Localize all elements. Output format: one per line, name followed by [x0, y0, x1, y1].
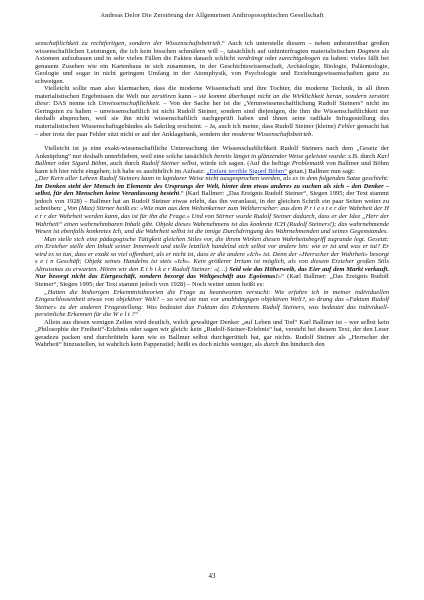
emphasis: Problematik — [291, 160, 325, 168]
text-run: .“ Auch ich unterstelle diesem – neben unbestreitbar großen wissenschaftlichen Leistungen, die ich kein bisschen schmälern will –, tatsächlich auf unhinterfragten materialistischen — [35, 40, 389, 55]
text-run: als Axiomen aufzubauen und in sehr vielen Fällen die Fakten danach schlicht — [35, 47, 389, 63]
emphasis: sie kommt überhaupt nicht an die Wirklichkeit heran, sondern zerstört diese — [35, 92, 389, 108]
text-run: von Ballmer und Böhm kann ich hier nicht eingehen; ich habe es ausführlich im Aufsatz: — [35, 160, 389, 175]
text-run: kann – — [175, 92, 200, 100]
paragraph-2 — [35, 85, 389, 138]
text-run: „Der Kern aller Lehren Rudolf Steiners kann in lapidarer Weise nicht ausgesprochen werden, als es in dem folgenden Satze geschieht: — [35, 175, 389, 183]
text-run: Man stelle sich eine pädagogische Tätigkeit gleichen Stiles vor, die ihrem Wirken diesen Wahrheitsbegriff zugrunde legt. Gesetzt: ein Erzieher stelle den Inhalt seiner Innenwelt und stelle letztlich handelnd sich selbst vor andere hin: wie er ist und was er tut? Er wird es so tun, dass er exakt so viel offenbart, als er nicht ist, dass er die andere «Ich» ist. Denn der «Herrscher der Wahrheit» besorgt s e i n Geschäft; Objekt seines Handelns ist stets «Ich». Kein größerer Irrtum ist möglich, als von diesem Erzieher großen Stils Altruismus zu erwarten. Hören wir den E t h i k e r Rudolf Steiner: «(…) — [35, 235, 389, 273]
emphasis: Karl Ballmer — [35, 152, 390, 168]
text-run: . — [311, 130, 313, 138]
text-run: »“ (Karl Ballmer: „Das Ereignis Rudolf Steiner“, Siegen 1995; der Text stammt jedoch von 1928) – Noch weiter unten heißt es: — [35, 273, 389, 288]
emphasis: senschaftlichkeit zu rechtfertigen, sondern der Wissenschaftsbetrieb — [35, 40, 221, 47]
emphasis: Sigurd Böhm — [71, 160, 107, 168]
text-run: Vielleicht sollte man also klarmachen, dass die moderne Wissenschaft und ihre Tochter, die moderne Technik, in all ihren materialistischen Ergebnissen die Welt nur — [35, 85, 389, 100]
text-run: Vielleicht ist ja eine exakt-wissenschaftliche Untersuchung der Wissenschaftlichkeit Rudolf Steiners nach dem „Gesetz der Anknüpfung“ nur deshalb unterblieben, weil eine solche tatsächlich — [35, 145, 389, 160]
quote-1 — [35, 175, 389, 235]
emphasis: „Hatten die bisherigen Erkenntnistheorien die Frage zu beantworten versucht: Wie erfahre ich in meiner individuellen Eingeschlossenheit etwas von objektiver Welt? – so wird sie nun vor unabhängigen objektiven Welt?, so drang das «Faktum Rudolf Steiner» zu der anderen Fragestellung: Was bedeutet das Faktum des Erkennens Rudolf Steiners, was bedeutet das individuell-persönliche Erkennen für die W e l t ?“ — [35, 288, 389, 319]
emphasis: Dogmen — [357, 47, 380, 55]
emphasis: bereits längst in glänzender Weise geleistet wurde — [214, 152, 345, 160]
strong-emphasis: Seid wie das Höherweib, das Eier auf dem Markt verkauft. Nur besorgt nicht das Eiergeschäft, sondern besorgt das Weltgeschäft aus Egoismus! — [35, 265, 389, 281]
text-run: .“ (Karl Ballmer: „Das Ereignis Rudolf Steiner“, Siegen 1995; der Text stammt jedoch von 1928) – Ballmer hat an Rudolf Steiner etwas erlebt, das ihn veranlasst, in der gleichen Schrift ein paar Seiten weiter zu schreiben: — [35, 190, 389, 213]
essay-link[interactable]: „Enfant terrible Sigurd Böhm“ — [206, 167, 287, 175]
emphasis: „Von (Max) Stirner heißt es: «Wie man aus dem Weltenkerner zum Weltherrscher: aus dem P r i e s t e r der Wahrheit der H e r r der Wahrheit werden kann, das ist für ihn die Frage.» Und von Stirner wurde Rudolf Steiner dadurch, dass er der Idee „Herr der Wahrheit“ einen wahrnehmbaren Inhalt gibt. Objekt dieses Wahrnehmens ist das konkrete ICH (Rudolf Steiners!); das wahrnehmende Wesen ist ebenfalls konkretes Ich, und die Wahrheit selbst ist die innige Durchdringung des Wahrnehmenden und seines Gegenstandes. — [35, 205, 389, 236]
emphasis: verdrängt — [237, 55, 263, 63]
body-text — [35, 40, 389, 349]
running-head: Andreas Delor Die Zerstörung der Allgemeinen Anthroposophischen Gesellschaft — [100, 12, 324, 19]
page-number: 43 — [208, 572, 216, 580]
emphasis: Unwissenschaftlichkeit — [98, 100, 159, 108]
emphasis: zerstören — [151, 92, 176, 100]
text-run: getan.) Ballmer nun sagt: — [286, 167, 355, 175]
text-run: . – Von der Sache her ist die „Verunwissenschaftlichung Rudolf Steiners“ nicht im Geringsten zu halten – unwissenschaftlich ist nicht Rudolf Steiner, sondern sind diejenigen, die ihm die Wissenschaftlichkeit nur deshalb absprechen, weil sie ihn nicht wissenschaftlich nachgeprüft haben und ihnen seine radikale Infragestellung des materialistischen Wissenschaftsgebäudes als Sakrileg erscheint. – Ja, auch ich meine, dass Rudolf Steiner (kleine) — [35, 100, 390, 131]
paragraph-1 — [35, 40, 389, 85]
emphasis: Fehler — [337, 123, 356, 131]
emphasis: zurechtgebogen — [279, 55, 321, 63]
paragraph-3 — [35, 145, 389, 175]
text-run: gemacht hat – aber trotz der paar Fehler sitzt nicht er auf der Anklagebank, sondern der — [35, 123, 390, 138]
text-run: zu haben: vieles fällt bei genauem Zusehen wie ein Kartenhaus in sich zusammen, in der Geschichtswissenschaft, Archäologie, Biologie, Paläontologie, Geologie und sogar in nicht geringem Umfang in der Atomphysik, von Psychologie und Erziehungswissenschaften ganz zu schweigen. — [35, 55, 389, 85]
text-run: , würde ich sagen. (Auf die heftige — [196, 160, 292, 168]
text-run: , auch durch — [106, 160, 142, 168]
text-run: : DAS nenne ich — [48, 100, 99, 108]
text-run: Allein aus diesen wenigen Zeilen wird deutlich, welch gewaltiger Denker „auf Leben und Tod“ Karl Ballmer ist – wer selbst kein „Philosophie der Freiheit“-Erlebnis oder sagen wir gleich: kein „Rudolf-Steiner-Erlebnis“ hat, versteht bei diesem Text, der den Leser geradezu packen und durchrütteln kann wie es Ballmer selbst durchgerüttelt hat, gar nichts. Rudolf Steiner als „Herrscher der Wahrheit“ hinzustellen, ist wahrlich kein Pappenstiel; heißt es doch nichts weniger, als — [35, 318, 389, 349]
emphasis: moderne Wissenschaftsbetrieb — [231, 130, 312, 138]
emphasis: durch — [263, 341, 279, 349]
paragraph-4 — [35, 319, 389, 349]
strong-emphasis: Im Denken steht der Mensch im Elemente des Ursprungs der Welt, hinter dem etwas anderes zu suchen als sich – den Denker – selbst, für den Menschen keine Veranlassung besteht — [35, 182, 389, 198]
text-run: oder — [262, 55, 280, 63]
quote-2 — [35, 236, 389, 289]
text-run: oder — [56, 160, 72, 168]
text-run: : z.B. durch — [344, 152, 377, 160]
text-run: ihn hindurch den — [278, 341, 325, 349]
emphasis: Rudolf Steiner selbst — [141, 160, 197, 168]
quote-3 — [35, 289, 389, 319]
